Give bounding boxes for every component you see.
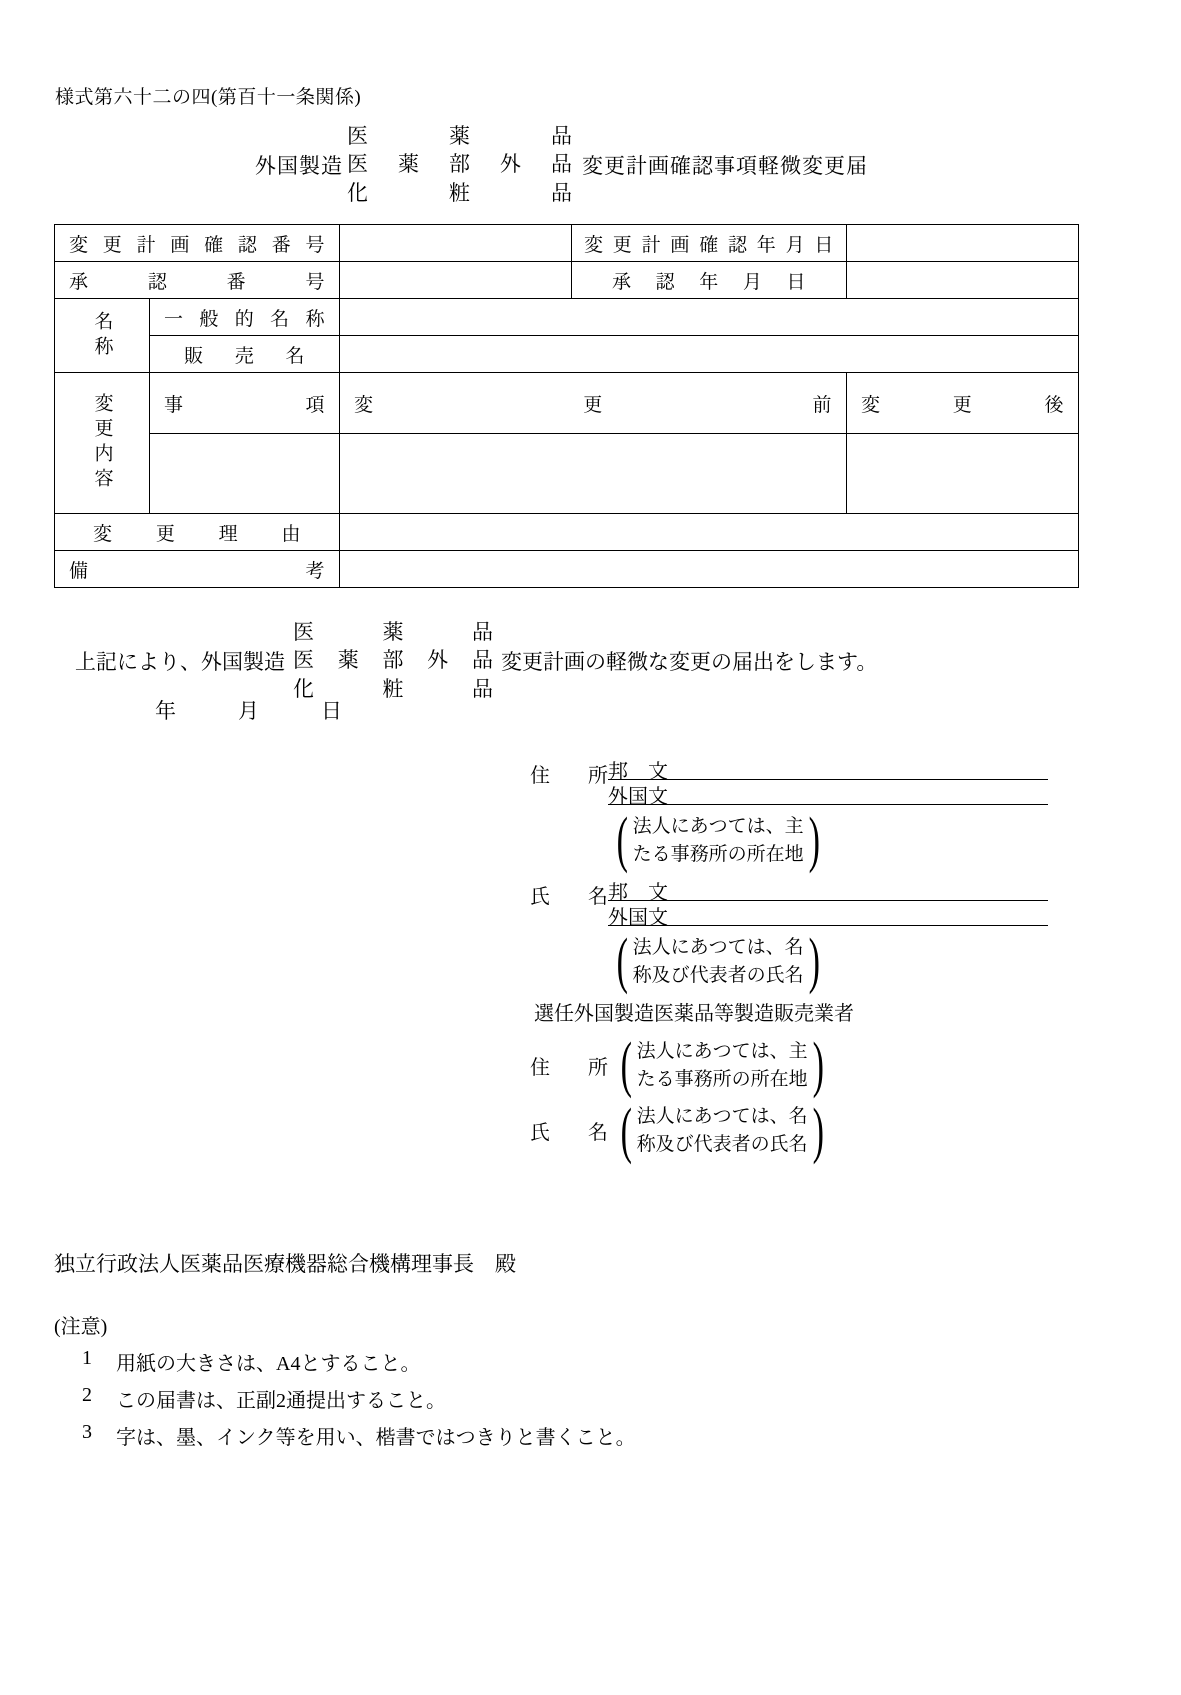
appointed-marketer-title: 選任外国製造医薬品等製造販売業者 bbox=[534, 1003, 854, 1026]
field-approval-date[interactable] bbox=[847, 262, 1079, 299]
table-row-change-body bbox=[55, 434, 1079, 514]
appointed-name-row bbox=[530, 1096, 1048, 1165]
paren-open: ( bbox=[616, 806, 629, 875]
label-confirmation-date: 変 更 計 画 確 認 年 月 日 bbox=[572, 225, 847, 262]
title-char: 化 bbox=[347, 180, 368, 205]
name-foreign-label: 外国文 bbox=[608, 907, 668, 930]
date-line[interactable] bbox=[155, 695, 404, 725]
notes-section bbox=[54, 1310, 636, 1458]
title-prefix: 外国製造 bbox=[255, 153, 343, 178]
title-char: 品 bbox=[551, 124, 572, 148]
field-change-reason[interactable] bbox=[340, 514, 1079, 551]
field-change-after[interactable] bbox=[847, 434, 1079, 514]
note-text: この届書は、正副2通提出すること。 bbox=[116, 1390, 446, 1412]
note-item bbox=[54, 1347, 636, 1376]
paren-close: ) bbox=[808, 806, 820, 875]
title-char: 医 bbox=[347, 124, 368, 148]
field-remarks[interactable] bbox=[340, 551, 1079, 588]
title-char: 薬 bbox=[398, 152, 419, 177]
header-change-item: 事 項 bbox=[150, 373, 340, 434]
table-row-approval-number bbox=[55, 262, 1079, 299]
label-name-group bbox=[55, 299, 150, 373]
title-char: 品 bbox=[551, 180, 572, 205]
table-row-brand-name bbox=[55, 336, 1079, 373]
address-note bbox=[612, 806, 1048, 875]
label-change-content-group bbox=[55, 373, 150, 514]
notes-heading: (注意) bbox=[54, 1316, 108, 1338]
title-category-row bbox=[347, 179, 572, 207]
appointed-address-note-line: 法人にあつては、主 bbox=[636, 1041, 808, 1063]
paren-open: ( bbox=[620, 1031, 633, 1100]
table-row-remarks bbox=[55, 551, 1079, 588]
table-row-confirmation-number bbox=[55, 225, 1079, 262]
statement-category-row: 化 粧 品 bbox=[293, 676, 493, 701]
title-char: 品 bbox=[551, 152, 572, 177]
label-approval-number: 承 認 番 号 bbox=[55, 262, 340, 299]
table-row-change-headers bbox=[55, 373, 1079, 434]
date-day-label: 日 bbox=[321, 699, 342, 723]
title-char: 医 bbox=[347, 152, 368, 177]
note-item bbox=[54, 1384, 636, 1413]
field-brand-name[interactable] bbox=[340, 336, 1079, 373]
note-text: 用紙の大きさは、A4とすること。 bbox=[116, 1353, 421, 1375]
address-row bbox=[530, 755, 1048, 808]
field-general-name[interactable] bbox=[340, 299, 1079, 336]
label-approval-date: 承 認 年 月 日 bbox=[572, 262, 847, 299]
field-confirmation-date[interactable] bbox=[847, 225, 1079, 262]
name-japanese-label: 邦 文 bbox=[608, 882, 668, 905]
note-number: 3 bbox=[82, 1421, 92, 1443]
statement-line bbox=[75, 618, 877, 703]
field-approval-number[interactable] bbox=[340, 262, 572, 299]
title-category-stack bbox=[347, 122, 572, 207]
title-category-row bbox=[347, 150, 572, 178]
title-char: 外 bbox=[500, 152, 521, 177]
addressee-line: 独立行政法人医薬品医療機器総合機構理事長 殿 bbox=[54, 1252, 516, 1276]
label-confirmation-number: 変 更 計 画 確 認 番 号 bbox=[55, 225, 340, 262]
appointed-address-row bbox=[530, 1031, 1048, 1100]
form-number: 様式第六十二の四(第百十一条関係) bbox=[55, 87, 362, 108]
note-number: 1 bbox=[82, 1347, 92, 1369]
paren-open: ( bbox=[616, 927, 629, 996]
appointed-name-note bbox=[616, 1096, 828, 1165]
name-note-line: 称及び代表者の氏名 bbox=[632, 964, 804, 986]
note-text: 字は、墨、インク等を用い、楷書ではつきりと書くこと。 bbox=[116, 1427, 636, 1449]
name-foreign-line[interactable] bbox=[608, 901, 1048, 930]
title-char: 粧 bbox=[449, 180, 470, 205]
name-note-line: 法人にあつては、名 bbox=[632, 937, 804, 959]
table-row-general-name bbox=[55, 299, 1079, 336]
statement-category-stack bbox=[293, 618, 493, 703]
header-change-before: 変 更 前 bbox=[340, 373, 847, 434]
address-note-line: 法人にあつては、主 bbox=[632, 816, 804, 837]
address-foreign-line[interactable] bbox=[608, 780, 1048, 808]
statement-category-row: 医 薬 部 外 品 bbox=[293, 648, 493, 673]
address-foreign-label: 外国文 bbox=[608, 786, 668, 808]
appointed-name-label: 氏 名 bbox=[530, 1122, 608, 1145]
title-category-row bbox=[347, 122, 572, 150]
statement-category-row: 医 薬 品 bbox=[293, 620, 493, 644]
table-row-reason bbox=[55, 514, 1079, 551]
label-general-name: 一 般 的 名 称 bbox=[150, 299, 340, 336]
address-japanese-label: 邦 文 bbox=[608, 761, 668, 783]
paren-close: ) bbox=[808, 927, 820, 996]
address-label: 住 所 bbox=[530, 765, 608, 787]
label-change-reason: 変 更 理 由 bbox=[55, 514, 340, 551]
note-number: 2 bbox=[82, 1384, 92, 1406]
appointed-address-label: 住 所 bbox=[530, 1057, 608, 1080]
address-japanese-line[interactable] bbox=[608, 755, 1048, 783]
address-note-line: たる事務所の所在地 bbox=[632, 843, 804, 865]
main-form-table bbox=[54, 224, 1079, 588]
label-change-content-vertical: 変更内容 bbox=[91, 393, 113, 493]
date-month-label: 月 bbox=[238, 699, 259, 723]
appointed-address-note-line: たる事務所の所在地 bbox=[636, 1068, 808, 1090]
name-label: 氏 名 bbox=[530, 886, 608, 909]
header-change-after: 変 更 後 bbox=[847, 373, 1079, 434]
name-note bbox=[612, 927, 1048, 996]
label-name-vertical: 名称 bbox=[91, 310, 113, 361]
paren-close: ) bbox=[812, 1096, 824, 1165]
signature-block bbox=[530, 755, 1048, 1166]
statement-tail: 変更計画の軽微な変更の届出をします。 bbox=[501, 649, 878, 674]
name-japanese-line[interactable] bbox=[608, 876, 1048, 905]
document-title bbox=[255, 122, 868, 207]
field-confirmation-number[interactable] bbox=[340, 225, 572, 262]
appointed-address-note bbox=[616, 1031, 828, 1100]
statement-lead: 上記により、外国製造 bbox=[75, 649, 285, 674]
title-char: 部 bbox=[449, 152, 470, 177]
label-brand-name: 販 売 名 bbox=[150, 336, 340, 373]
date-year-label: 年 bbox=[155, 699, 176, 723]
paren-open: ( bbox=[620, 1096, 633, 1165]
label-remarks: 備 考 bbox=[55, 551, 340, 588]
field-change-before[interactable] bbox=[340, 434, 847, 514]
title-suffix: 変更計画確認事項軽微変更届 bbox=[582, 153, 868, 178]
paren-close: ) bbox=[812, 1031, 824, 1100]
note-item bbox=[54, 1421, 636, 1450]
name-row bbox=[530, 876, 1048, 930]
appointed-name-note-line: 称及び代表者の氏名 bbox=[636, 1133, 808, 1155]
title-char: 薬 bbox=[449, 124, 470, 148]
field-change-item[interactable] bbox=[150, 434, 340, 514]
appointed-name-note-line: 法人にあつては、名 bbox=[636, 1106, 808, 1128]
